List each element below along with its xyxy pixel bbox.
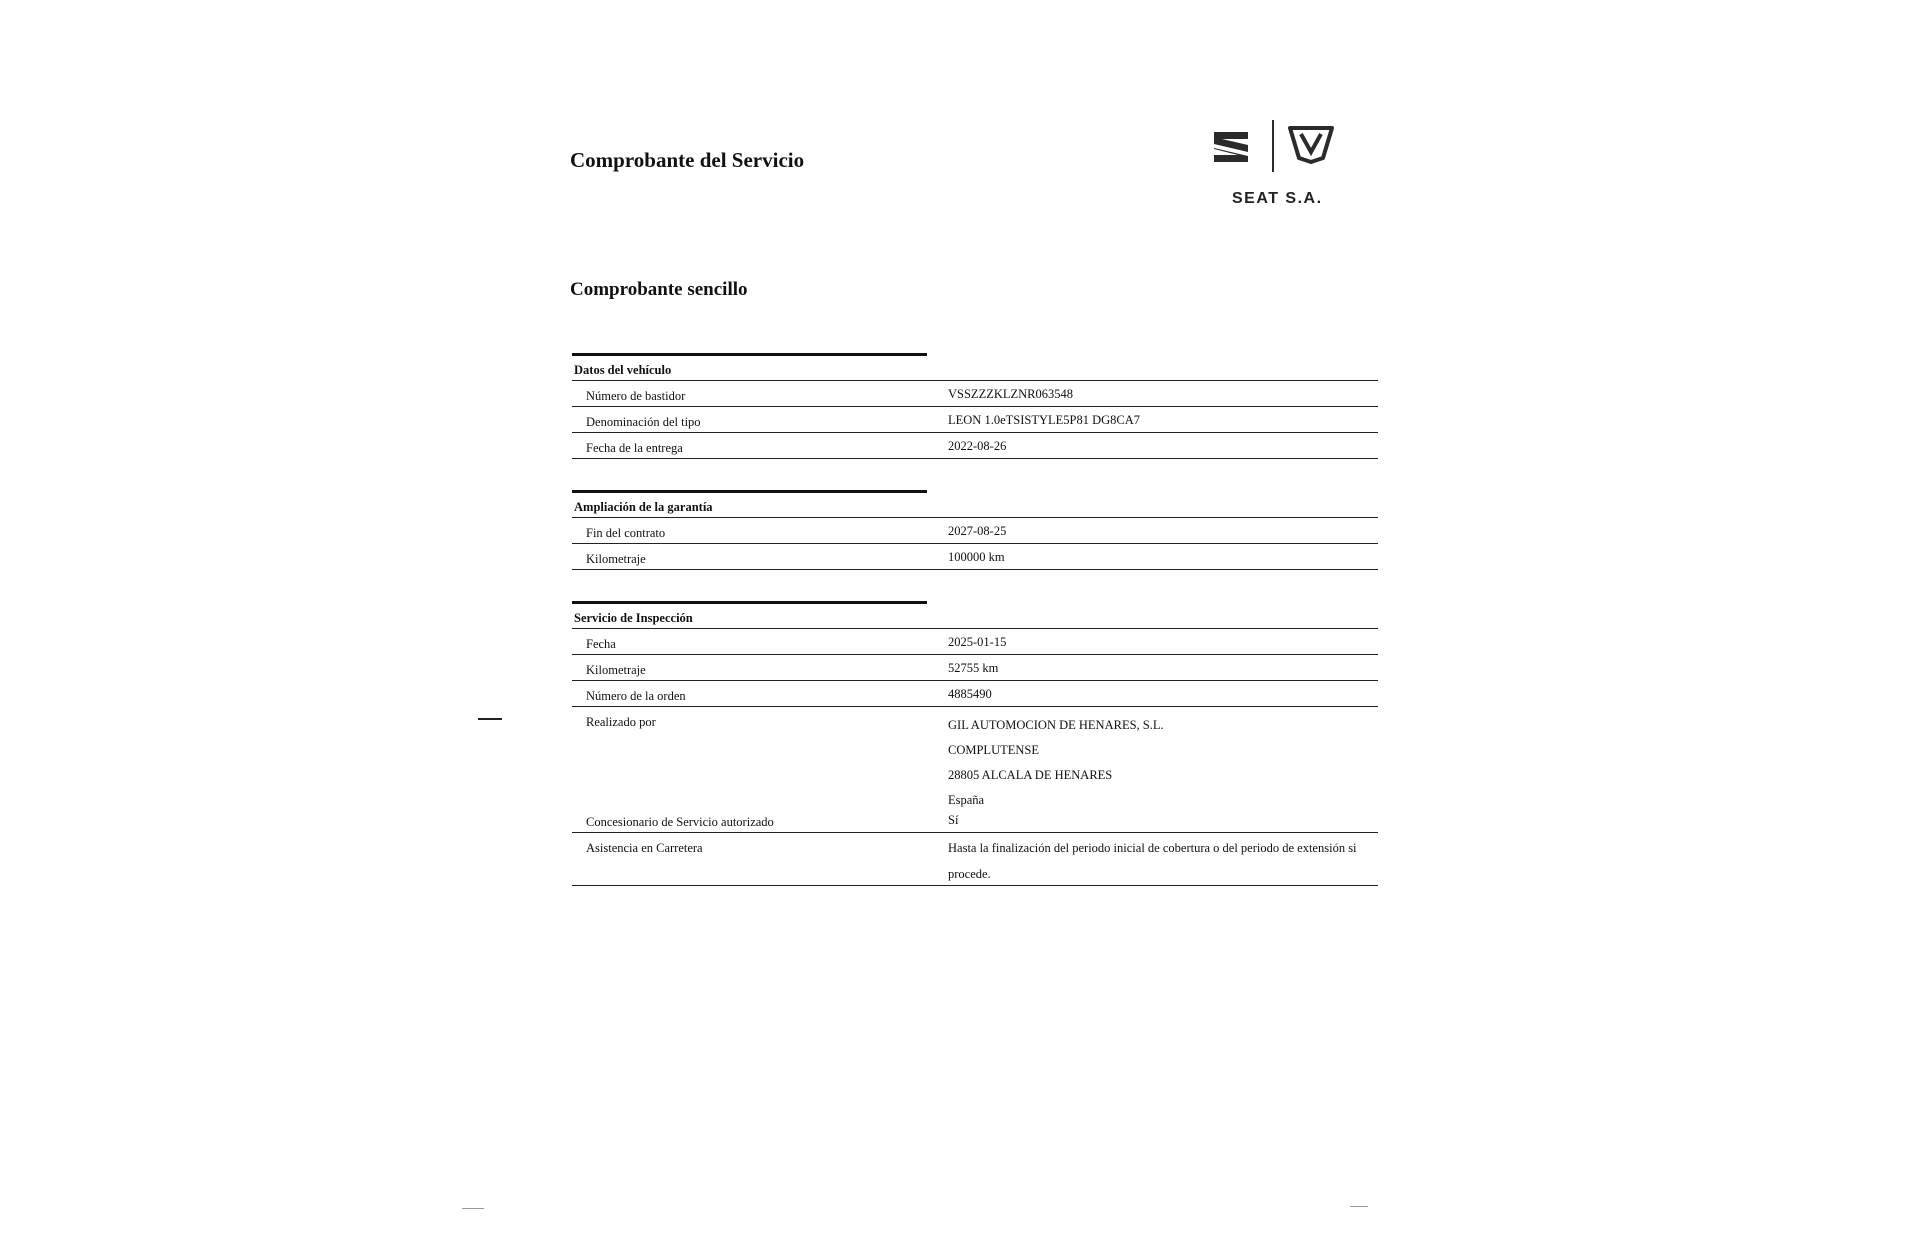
row-value: 100000 km bbox=[948, 550, 1005, 564]
row-label: Número de la orden bbox=[586, 689, 686, 703]
table-row bbox=[572, 629, 1378, 655]
seat-logo-icon bbox=[1214, 132, 1248, 162]
table-row bbox=[572, 681, 1378, 707]
table-row-performed-by bbox=[572, 707, 1378, 833]
inspection-section bbox=[572, 601, 1378, 886]
company-name: SEAT S.A. bbox=[1232, 190, 1323, 207]
vehicle-section bbox=[572, 353, 1378, 459]
scan-artifact bbox=[1350, 1206, 1368, 1207]
section-heading: Datos del vehículo bbox=[572, 356, 1378, 381]
row-value: Sí bbox=[948, 813, 959, 827]
row-label: Realizado por bbox=[586, 715, 656, 729]
dealer-name: GIL AUTOMOCION DE HENARES, S.L. bbox=[948, 718, 1164, 732]
row-label: Fecha de la entrega bbox=[586, 441, 683, 455]
row-value: 4885490 bbox=[948, 687, 992, 701]
warranty-section bbox=[572, 490, 1378, 570]
table-row bbox=[572, 655, 1378, 681]
dealer-street: COMPLUTENSE bbox=[948, 743, 1039, 757]
table-row bbox=[572, 381, 1378, 407]
table-row bbox=[572, 407, 1378, 433]
row-label: Kilometraje bbox=[586, 663, 646, 677]
table-row-roadside bbox=[572, 833, 1378, 886]
dealer-country: España bbox=[948, 793, 985, 807]
scan-mark bbox=[478, 718, 502, 720]
logo-block bbox=[1208, 118, 1348, 218]
logo-divider bbox=[1272, 120, 1274, 172]
table-row bbox=[572, 433, 1378, 459]
dealer-city: 28805 ALCALA DE HENARES bbox=[948, 768, 1113, 782]
row-value: LEON 1.0eTSISTYLE5P81 DG8CA7 bbox=[948, 413, 1141, 427]
document-subtitle: Comprobante sencillo bbox=[570, 279, 748, 300]
scan-artifact bbox=[462, 1208, 484, 1209]
table-row bbox=[572, 544, 1378, 570]
row-value: VSSZZZKLZNR063548 bbox=[948, 387, 1073, 401]
cupra-logo-icon bbox=[1290, 128, 1332, 162]
table-row bbox=[572, 518, 1378, 544]
page-title: Comprobante del Servicio bbox=[570, 148, 805, 172]
row-value: Hasta la finalización del periodo inicial de cobertura o del periodo de extensión si procede. bbox=[948, 841, 1357, 881]
section-heading: Servicio de Inspección bbox=[572, 604, 1378, 629]
row-value: 2022-08-26 bbox=[948, 439, 1007, 453]
row-label: Denominación del tipo bbox=[586, 415, 701, 429]
row-label: Fecha bbox=[586, 637, 616, 651]
section-heading: Ampliación de la garantía bbox=[572, 493, 1378, 518]
row-label: Concesionario de Servicio autorizado bbox=[586, 815, 774, 829]
row-value: 2027-08-25 bbox=[948, 524, 1007, 538]
logos bbox=[1208, 118, 1348, 178]
row-label: Número de bastidor bbox=[586, 389, 686, 403]
row-value: 52755 km bbox=[948, 661, 999, 675]
row-value: 2025-01-15 bbox=[948, 635, 1007, 649]
row-label: Kilometraje bbox=[586, 552, 646, 566]
dealer-address bbox=[948, 713, 1164, 813]
row-label: Asistencia en Carretera bbox=[586, 841, 703, 855]
row-label: Fin del contrato bbox=[586, 526, 666, 540]
